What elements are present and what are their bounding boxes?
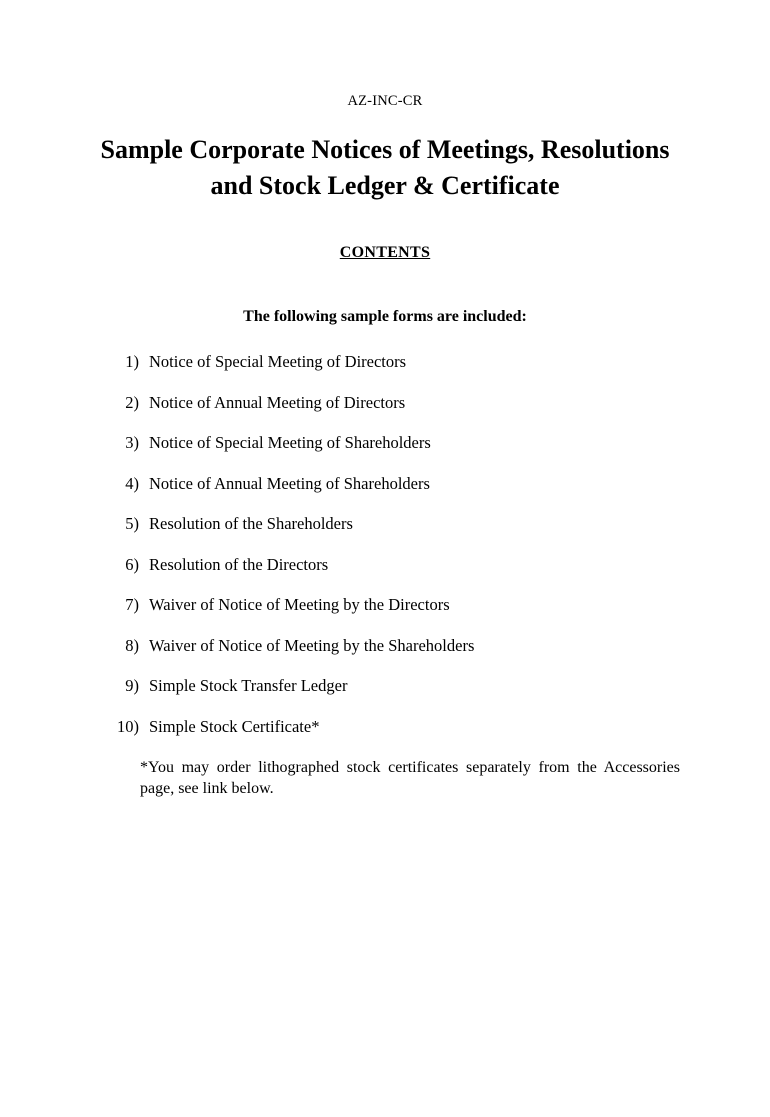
list-item-number: 10) xyxy=(117,716,139,736)
list-item-number: 2) xyxy=(125,392,139,412)
list-item xyxy=(0,393,770,413)
list-item xyxy=(0,717,770,737)
list-item-label: Resolution of the Shareholders xyxy=(149,514,353,533)
list-item xyxy=(0,352,770,372)
contents-heading: CONTENTS xyxy=(339,244,431,261)
list-item xyxy=(0,433,770,453)
list-item-number: 7) xyxy=(125,595,139,614)
list-item xyxy=(0,474,770,494)
page-title: Sample Corporate Notices of Meetings, Resolutions and Stock Ledger & Certificate xyxy=(100,135,670,200)
list-item xyxy=(0,676,770,696)
list-item-label: Notice of Annual Meeting of Directors xyxy=(149,392,406,412)
list-item-number: 4) xyxy=(125,473,139,493)
document-page xyxy=(0,93,770,1117)
document-code: AZ-INC-CR xyxy=(347,93,423,109)
list-item xyxy=(0,514,770,534)
list-item-label: Simple Stock Transfer Ledger xyxy=(149,676,348,695)
footnote-text: *You may order lithographed stock certificates separately from the Accessories page, see link below. xyxy=(140,759,680,797)
list-item-number: 6) xyxy=(125,554,139,574)
list-item-number: 9) xyxy=(125,676,139,695)
forms-list xyxy=(0,352,770,737)
list-item-number: 1) xyxy=(125,352,139,371)
list-item xyxy=(0,595,770,615)
list-item xyxy=(0,636,770,656)
list-item-label: Resolution of the Directors xyxy=(149,554,329,574)
list-item-number: 5) xyxy=(125,514,139,533)
list-item-label: Waiver of Notice of Meeting by the Directors xyxy=(149,595,450,614)
list-item-label: Simple Stock Certificate* xyxy=(149,716,320,736)
list-item-label: Waiver of Notice of Meeting by the Shareholders xyxy=(149,635,475,655)
list-item-number: 8) xyxy=(125,635,139,655)
list-item xyxy=(0,555,770,575)
list-item-label: Notice of Annual Meeting of Shareholders xyxy=(149,473,430,493)
list-item-number: 3) xyxy=(125,433,139,452)
list-item-label: Notice of Special Meeting of Directors xyxy=(149,352,407,371)
list-item-label: Notice of Special Meeting of Shareholders xyxy=(149,433,431,452)
intro-text: The following sample forms are included: xyxy=(243,308,527,325)
